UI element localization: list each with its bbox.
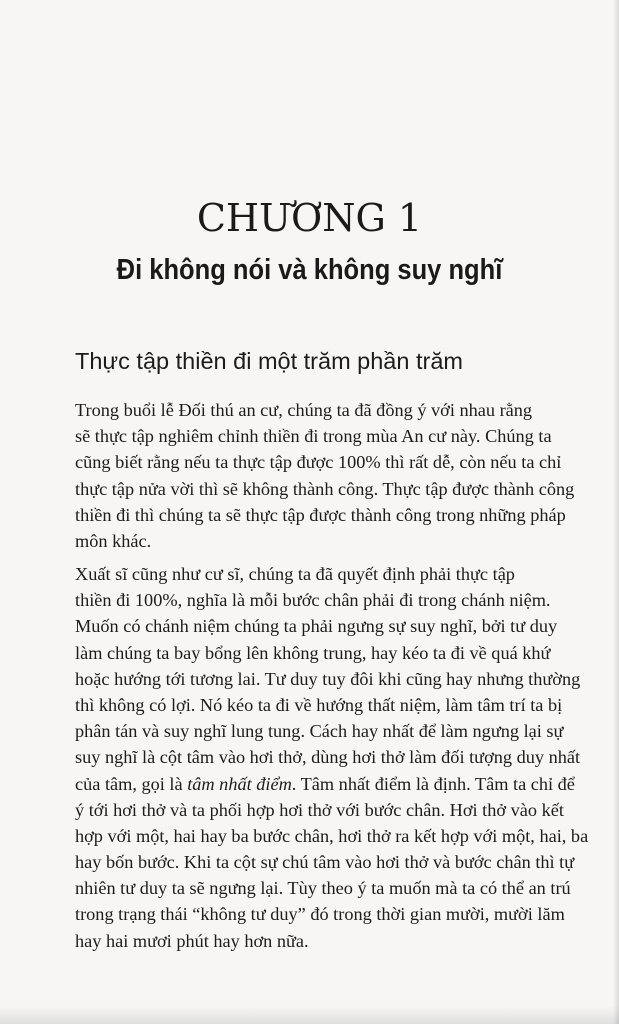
text-line: ý tới hơi thở và ta phối hợp hơi thở với bước chân. Hơi thở vào kết — [75, 799, 564, 820]
italic-term: tâm nhất điểm — [187, 773, 292, 794]
chapter-label: CHƯƠNG 1 — [196, 196, 423, 240]
text-line: môn khác. — [75, 530, 152, 551]
text-line: hoặc hướng tới tương lai. Tư duy tuy đôi khi cũng hay nhưng thường — [75, 668, 581, 689]
text-line: Trong buổi lễ Đối thú an cư, chúng ta đã đồng ý với nhau rằng — [75, 400, 533, 420]
text-line: Muốn có chánh niệm chúng ta phải ngưng sự suy nghĩ, bởi tư duy — [75, 616, 558, 637]
text-line: thiền đi 100%, nghĩa là mỗi bước chân phải đi trong chánh niệm. — [75, 590, 551, 611]
text-line: cũng biết rằng nếu ta thực tập được 100% thì rất dễ, còn nếu ta chỉ — [75, 452, 562, 473]
paragraph-1 — [75, 397, 605, 554]
text-line: phân tán và suy nghĩ lung tung. Cách hay nhất để làm ngưng lại sự — [75, 721, 564, 742]
text-segment: . Tâm nhất điểm là định. Tâm ta chỉ để — [291, 773, 575, 794]
text-line — [75, 771, 605, 797]
text-line: hay hai mươi phút hay hơn nữa. — [75, 930, 309, 951]
text-line: hợp với một, hai hay ba bước chân, hơi thở ra kết hợp với một, hai, ba — [75, 825, 589, 846]
text-segment: của tâm, gọi là — [75, 773, 188, 794]
chapter-title: Đi không nói và không suy nghĩ — [116, 254, 503, 286]
text-line: thiền đi thì chúng ta sẽ thực tập được thành công trong những pháp — [75, 504, 566, 525]
page-edge-shadow — [613, 0, 619, 1024]
text-line: thực tập nửa vời thì sẽ không thành công. Thực tập được thành công — [75, 478, 575, 499]
text-line: suy nghĩ là cột tâm vào hơi thở, dùng hơi thở làm đối tượng duy nhất — [75, 747, 581, 768]
text-line: sẽ thực tập nghiêm chỉnh thiền đi trong mùa An cư này. Chúng ta — [75, 426, 552, 447]
paragraph-2 — [75, 561, 605, 954]
text-line: làm chúng ta bay bổng lên không trung, hay kéo ta đi về quá khứ — [75, 642, 551, 663]
text-line: trong trạng thái “không tư duy” đó trong thời gian mười, mười lăm — [75, 904, 565, 925]
page-bottom-shadow — [0, 1006, 619, 1024]
text-line: hay bốn bước. Khi ta cột sự chú tâm vào hơi thở và bước chân thì tự — [75, 852, 575, 873]
text-line: nhiên tư duy ta sẽ ngưng lại. Tùy theo ý ta muốn mà ta có thể an trú — [75, 878, 571, 899]
text-line: Xuất sĩ cũng như cư sĩ, chúng ta đã quyết định phải thực tập — [75, 564, 515, 584]
section-heading: Thực tập thiền đi một trăm phần trăm — [75, 348, 463, 374]
text-line: thì không có lợi. Nó kéo ta đi về hướng thất niệm, làm tâm trí ta bị — [75, 694, 563, 715]
